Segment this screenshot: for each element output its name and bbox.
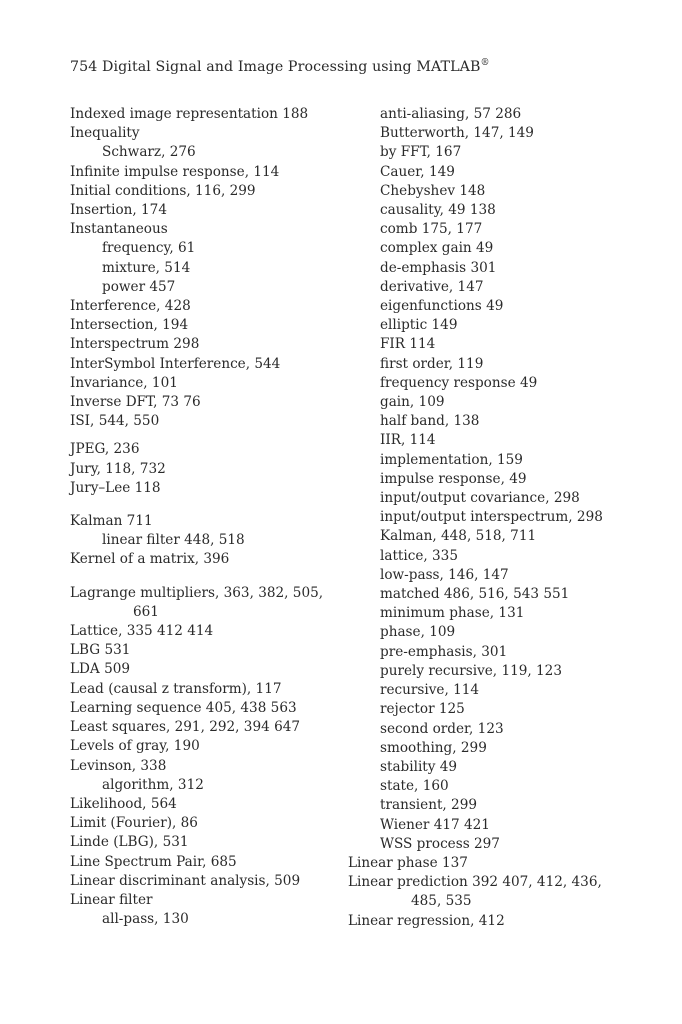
index-entry: JPEG, 236 xyxy=(70,441,140,458)
index-column-left xyxy=(70,105,345,929)
index-entry: Jury–Lee 118 xyxy=(70,479,161,496)
index-entry: Inverse DFT, 73 76 xyxy=(70,394,201,411)
index-subentry: complex gain 49 xyxy=(380,240,494,257)
index-column-right xyxy=(348,105,648,931)
index-entry: LDA 509 xyxy=(70,661,131,678)
index-entry: Interspectrum 298 xyxy=(70,336,200,353)
index-subentry: comb 175, 177 xyxy=(380,221,483,238)
index-entry: Infinite impulse response, 114 xyxy=(70,163,280,180)
index-entry: Linde (LBG), 531 xyxy=(70,834,189,851)
index-entry: Likelihood, 564 xyxy=(70,795,177,812)
index-subentry: frequency response 49 xyxy=(380,374,538,391)
running-header xyxy=(70,58,490,75)
index-subentry: derivative, 147 xyxy=(380,278,484,295)
index-entry: Levels of gray, 190 xyxy=(70,738,200,755)
index-subentry: low-pass, 146, 147 xyxy=(380,566,509,583)
index-subentry: smoothing, 299 xyxy=(380,739,487,756)
index-subentry: rejector 125 xyxy=(380,701,465,718)
index-entry: Linear prediction 392 407, 412, 436, xyxy=(348,874,602,891)
book-title: Digital Signal and Image Processing using MATLAB xyxy=(102,59,481,75)
index-subentry: recursive, 114 xyxy=(380,682,480,699)
index-subentry: algorithm, 312 xyxy=(102,776,204,793)
index-subentry: input/output interspectrum, 298 xyxy=(380,509,603,526)
index-entry: Indexed image representation 188 xyxy=(70,106,309,122)
index-subentry: FIR 114 xyxy=(380,336,436,353)
index-entry: Inequality xyxy=(70,125,140,142)
index-subentry: transient, 299 xyxy=(380,797,477,814)
index-subentry: lattice, 335 xyxy=(380,547,458,564)
index-subentry: eigenfunctions 49 xyxy=(380,298,504,315)
index-subentry: anti-aliasing, 57 286 xyxy=(380,106,522,122)
index-entry: LBG 531 xyxy=(70,642,131,659)
index-subentry: linear filter 448, 518 xyxy=(102,532,245,549)
index-subentry: Butterworth, 147, 149 xyxy=(380,125,534,142)
index-subentry: purely recursive, 119, 123 xyxy=(380,662,562,679)
index-entry: Linear discriminant analysis, 509 xyxy=(70,872,301,889)
index-entry: Initial conditions, 116, 299 xyxy=(70,182,256,199)
index-entry: Limit (Fourier), 86 xyxy=(70,815,198,832)
page-number: 754 xyxy=(70,59,98,75)
index-subentry: Wiener 417 421 xyxy=(380,816,490,833)
index-subentry: minimum phase, 131 xyxy=(380,605,525,622)
index-entry: Instantaneous xyxy=(70,221,168,238)
index-subentry: phase, 109 xyxy=(380,624,456,641)
index-entry: Least squares, 291, 292, 394 647 xyxy=(70,719,301,736)
index-subentry: implementation, 159 xyxy=(380,451,523,468)
index-entry: Invariance, 101 xyxy=(70,374,178,391)
index-subentry: frequency, 61 xyxy=(102,240,196,257)
index-subentry: pre-emphasis, 301 xyxy=(380,643,508,660)
index-subentry: state, 160 xyxy=(380,778,449,795)
index-entry: Line Spectrum Pair, 685 xyxy=(70,853,237,870)
index-subentry: by FFT, 167 xyxy=(380,144,462,161)
index-subentry: input/output covariance, 298 xyxy=(380,490,580,507)
index-entry: Kernel of a matrix, 396 xyxy=(70,551,230,568)
index-entry: Lattice, 335 412 414 xyxy=(70,623,214,640)
index-entry: Learning sequence 405, 438 563 xyxy=(70,699,297,716)
index-entry: Intersection, 194 xyxy=(70,317,189,334)
index-entry: Linear regression, 412 xyxy=(348,912,505,929)
index-subentry: half band, 138 xyxy=(380,413,480,430)
index-subentry: Chebyshev 148 xyxy=(380,182,486,199)
index-subentry: Cauer, 149 xyxy=(380,163,455,180)
index-continuation: 661 xyxy=(133,603,159,620)
index-subentry: gain, 109 xyxy=(380,394,445,411)
index-entry: Interference, 428 xyxy=(70,298,191,315)
index-subentry: power 457 xyxy=(102,278,176,295)
index-entry: Jury, 118, 732 xyxy=(70,460,166,477)
index-subentry: WSS process 297 xyxy=(380,835,500,852)
index-subentry: stability 49 xyxy=(380,758,458,775)
index-entry: Linear filter xyxy=(70,891,153,908)
index-subentry: causality, 49 138 xyxy=(380,202,496,219)
index-subentry: impulse response, 49 xyxy=(380,470,527,487)
index-entry: Insertion, 174 xyxy=(70,202,167,219)
index-entry: Linear phase 137 xyxy=(348,854,468,871)
index-subentry: second order, 123 xyxy=(380,720,504,737)
index-entry: ISI, 544, 550 xyxy=(70,413,160,430)
index-entry: Lagrange multipliers, 363, 382, 505, xyxy=(70,584,324,601)
index-subentry: elliptic 149 xyxy=(380,317,458,334)
index-entry: InterSymbol Interference, 544 xyxy=(70,355,281,372)
index-subentry: IIR, 114 xyxy=(380,432,436,449)
index-subentry: all-pass, 130 xyxy=(102,911,189,928)
index-subentry: matched 486, 516, 543 551 xyxy=(380,586,570,603)
index-continuation: 485, 535 xyxy=(411,893,472,910)
index-entry: Lead (causal z transform), 117 xyxy=(70,680,282,697)
index-subentry: mixture, 514 xyxy=(102,259,191,276)
index-entry: Levinson, 338 xyxy=(70,757,167,774)
index-subentry: Kalman, 448, 518, 711 xyxy=(380,528,537,545)
index-entry: Kalman 711 xyxy=(70,513,153,530)
registered-mark: ® xyxy=(480,58,490,68)
index-subentry: de-emphasis 301 xyxy=(380,259,497,276)
index-subentry: Schwarz, 276 xyxy=(102,144,196,161)
index-subentry: first order, 119 xyxy=(380,355,484,372)
